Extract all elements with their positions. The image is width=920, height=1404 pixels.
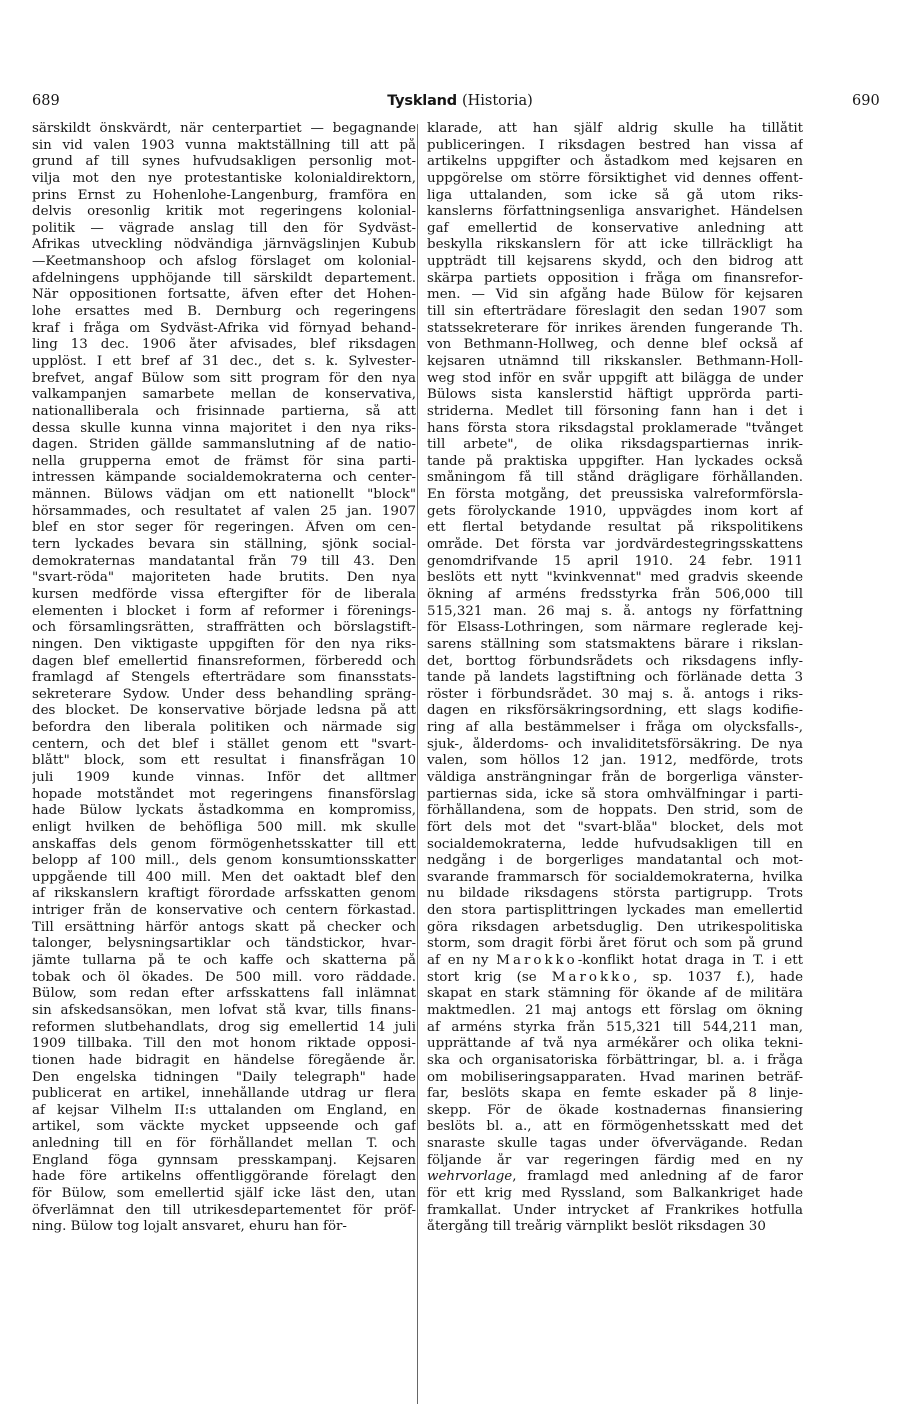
text-line: far, beslöts skapa en femte eskader på 8 linje-	[427, 1086, 803, 1102]
text-line: ett flertal betydande resultat på rikspolitikens	[427, 520, 803, 536]
text-line: det, borttog förbundsrådets och riksdagens infly-	[427, 653, 803, 669]
running-head-topic: Tyskland	[387, 93, 457, 109]
running-head-subtitle: (Historia)	[461, 93, 533, 109]
text-line: öfverlämnat den till utrikesdepartementet för pröf-	[32, 1202, 416, 1218]
text-line: anskaffas dels genom förmögenhetsskatter till ett	[32, 836, 416, 852]
text-line: artikel, som väckte mycket uppseende och gaf	[32, 1119, 416, 1135]
text-line: elementen i blocket i form af reformer i förenings-	[32, 603, 416, 619]
text-line: —Keetmanshoop och afslog förslaget om kolonial-	[32, 254, 416, 270]
text-line: 1909 tillbaka. Till den mot honom riktade opposi-	[32, 1036, 416, 1052]
text-line: ningen. Den viktigaste uppgiften för den nya riks-	[32, 636, 416, 652]
text-line: af en ny Marokko-konflikt hotat draga in T. i ett	[427, 953, 803, 969]
text-line: prins Ernst zu Hohenlohe-Langenburg, framföra en	[32, 187, 416, 203]
text-line: lohe ersattes med B. Dernburg och regeringens	[32, 304, 416, 320]
text-line: sekreterare Sydow. Under dess behandling spräng-	[32, 686, 416, 702]
text-line: hade före artikelns offentliggörande förelagt den	[32, 1169, 416, 1185]
text-line: hörsammades, och resultatet af valen 25 jan. 1907	[32, 503, 416, 519]
emphasized-word: wehrvorlage	[427, 1169, 513, 1185]
text-line: artikelns uppgifter och åstadkom med kejsaren en	[427, 154, 803, 170]
emphasized-word: Marokko	[551, 969, 634, 985]
text-line: männen. Bülows vädjan om ett nationellt "block"	[32, 487, 416, 503]
text-line: kraf i fråga om Sydväst-Afrika vid förnyad behand-	[32, 320, 416, 336]
text-line: upplöst. I ett bref af 31 dec., det s. k. Sylvester-	[32, 353, 416, 369]
text-line: Bülow, som redan efter arfsskattens fall inlämnat	[32, 986, 416, 1002]
text-line: skärpa partiets opposition i fråga om finansrefor-	[427, 270, 803, 286]
running-head	[0, 90, 920, 112]
text-line: anledning till en för förhållandet mellan T. och	[32, 1136, 416, 1152]
text-line: gaf emellertid de konservative anledning att	[427, 220, 803, 236]
text-line: kanslerns författningsenliga ansvarighet. Händelsen	[427, 204, 803, 220]
text-line: kejsaren utnämnd till rikskansler. Bethmann-Holl-	[427, 353, 803, 369]
text-line: 515,321 man. 26 maj s. å. antogs ny författning	[427, 603, 803, 619]
text-line: kursen medförde vissa eftergifter för de liberala	[32, 586, 416, 602]
text-line: storm, som dragit förbi året förut och som på grund	[427, 936, 803, 952]
text-line: hans första stora riksdagstal proklamerade "tvånget	[427, 420, 803, 436]
text-line: striderna. Medlet till försoning fann han i det i	[427, 403, 803, 419]
text-line: svarande frammarsch för socialdemokraterna, hvilka	[427, 869, 803, 885]
text-line: fört dels mot det "svart-blåa" blocket, dels mot	[427, 819, 803, 835]
text-line: tande på landets lagstiftning och förlänade detta 3	[427, 670, 803, 686]
text-line: dessa skulle kunna vinna majoritet i den nya riks-	[32, 420, 416, 436]
text-line: "svart-röda" majoriteten hade brutits. Den nya	[32, 570, 416, 586]
left-text-column	[32, 121, 416, 1236]
text-line: uppträdt till kejsarens skydd, och den bidrog att	[427, 254, 803, 270]
text-line: skapat en stark stämning för ökande af de militära	[427, 986, 803, 1002]
text-line: Till ersättning härför antogs skatt på checker och	[32, 919, 416, 935]
text-line: och församlingsrätten, straffrätten och börslagstift-	[32, 620, 416, 636]
right-text-column	[427, 121, 803, 1236]
text-line: af kejsar Vilhelm II:s uttalanden om England, en	[32, 1102, 416, 1118]
text-line: ökning af arméns fredsstyrka från 506,000 till	[427, 586, 803, 602]
column-divider	[417, 124, 418, 1404]
text-line: socialdemokraterna, ledde hufvudsakligen till en	[427, 836, 803, 852]
text-line: nedgång i de borgerliges mandatantal och mot-	[427, 853, 803, 869]
text-line: von Bethmann-Hollweg, och denne blef också af	[427, 337, 803, 353]
text-line: ling 13 dec. 1906 åter afvisades, blef riksdagen	[32, 337, 416, 353]
text-line: snaraste skulle tagas under öfvervägande. Redan	[427, 1136, 803, 1152]
text-line: Bülows sista kanslerstid häftigt upprörda parti-	[427, 387, 803, 403]
text-line: tionen hade bidragit en händelse föregående år.	[32, 1052, 416, 1068]
text-line: sin vid valen 1903 vunna maktställning till att på	[32, 137, 416, 153]
text-line: politik — vägrade anslag till den för Sydväst-	[32, 220, 416, 236]
text-line: blef en stor seger för regeringen. Äfven om cen-	[32, 520, 416, 536]
text-line: des blocket. De konservative började ledsna på att	[32, 703, 416, 719]
text-line: beslöts bl. a., att en förmögenhetsskatt med det	[427, 1119, 803, 1135]
text-line: stort krig (se Marokko, sp. 1037 f.), hade	[427, 969, 803, 985]
text-line: dagen blef emellertid finansreformen, förberedd och	[32, 653, 416, 669]
text-line: den stora partisplittringen lyckades man emellertid	[427, 903, 803, 919]
text-line: vilja mot den nye protestantiske kolonialdirektorn,	[32, 170, 416, 186]
text-line: En första motgång, det preussiska valreformförsla-	[427, 487, 803, 503]
text-line: ning. Bülow tog lojalt ansvaret, ehuru han för-	[32, 1219, 347, 1235]
text-line: klarade, att han själf aldrig skulle ha tillåtit	[427, 121, 803, 136]
text-line: wehrvorlage, framlagd med anledning af de faror	[427, 1169, 803, 1185]
text-line: valen, som höllos 12 jan. 1912, medförde, trots	[427, 753, 803, 769]
text-line: befordra den liberala politiken och närmade sig	[32, 720, 416, 736]
text-line: område. Det första var jordvärdestegringsskattens	[427, 537, 803, 553]
text-line: återgång till treårig värnplikt beslöt riksdagen 30	[427, 1219, 766, 1235]
text-line: upprättande af två nya armékårer och olika tekni-	[427, 1036, 803, 1052]
text-line: sarens ställning som statsmaktens bärare i rikslan-	[427, 636, 803, 652]
text-line: nu bildade riksdagens största partigrupp. Trots	[427, 886, 803, 902]
text-line: väldiga ansträngningar från de borgerliga vänster-	[427, 769, 803, 785]
text-line: röster i förbundsrådet. 30 maj s. å. antogs i riks-	[427, 686, 803, 702]
text-line: ring af alla bestämmelser i fråga om olycksfalls-,	[427, 720, 803, 736]
text-line: dagen en riksförsäkringsordning, ett slags kodifie-	[427, 703, 803, 719]
text-line: göra riksdagen arbetsduglig. Den utrikespolitiska	[427, 919, 803, 935]
text-line: jämte tullarna på te och kaffe och skatterna på	[32, 953, 416, 969]
text-line: Afrikas utveckling nödvändiga järnvägslinjen Kubub	[32, 237, 416, 253]
text-line: för ett krig med Ryssland, som Balkankriget hade	[427, 1186, 803, 1201]
text-line: nella grupperna emot de främst för sina parti-	[32, 453, 416, 469]
text-line: beslöts ett nytt "kvinkvennat" med gradvis skeende	[427, 570, 803, 586]
text-line: af rikskanslern kraftigt förordade arfsskatten genom	[32, 886, 416, 902]
text-line: småningom få till stånd drägligare förhållanden.	[427, 470, 803, 486]
text-line: grund af till synes hufvudsakligen personlig mot-	[32, 154, 416, 170]
text-line: reformen slutbehandlats, drog sig emellertid 14 juli	[32, 1019, 416, 1035]
text-line: publicerat en artikel, innehållande utdrag ur flera	[32, 1086, 416, 1102]
text-line: weg stod inför en svår uppgift att bilägga de under	[427, 370, 803, 386]
text-line: tern lyckades bevara sin ställning, sjönk social-	[32, 537, 416, 553]
text-line: till arbete", de olika riksdagspartiernas inrik-	[427, 437, 803, 453]
text-line: för Elsass-Lothringen, som närmare reglerade kej-	[427, 620, 803, 636]
text-line: delvis oresonlig kritik mot regeringens kolonial-	[32, 204, 416, 220]
text-line: särskildt önskvärdt, när centerpartiet — begagnande	[32, 121, 416, 136]
text-line: publiceringen. I riksdagen bestred han vissa af	[427, 137, 803, 153]
text-line: om mobiliseringsapparaten. Hvad marinen beträf-	[427, 1069, 803, 1085]
text-line: belopp af 100 mill., dels genom konsumtionsskatter	[32, 853, 416, 869]
text-line: hopade motståndet mot regeringens finansförslag	[32, 786, 416, 802]
text-line: framkallat. Under intrycket af Frankrikes hotfulla	[427, 1202, 803, 1218]
text-line: genomdrifvande 15 april 1910. 24 febr. 1911	[427, 553, 803, 569]
text-line: talonger, belysningsartiklar och tändstickor, hvar-	[32, 936, 416, 952]
text-line: uppgörelse om större försiktighet vid dennes offent-	[427, 170, 803, 186]
text-line: uppgående till 400 mill. Men det oaktadt blef den	[32, 869, 416, 885]
text-line: sin afskedsansökan, men lofvat stå kvar, tills finans-	[32, 1002, 416, 1018]
text-line: hade Bülow lyckats åstadkomma en kompromiss,	[32, 803, 416, 819]
text-line: men. — Vid sin afgång hade Bülow för kejsaren	[427, 287, 803, 303]
text-line: demokraternas mandatantal från 79 till 43. Den	[32, 553, 416, 569]
text-line: intriger från de konservative och centern förkastad.	[32, 903, 416, 919]
text-line: förhållandena, som de hoppats. Den strid, som de	[427, 803, 803, 819]
page-number-left: 689	[32, 93, 60, 109]
text-line: ska och organisatoriska förbättringar, bl. a. i fråga	[427, 1052, 803, 1068]
text-line: Den engelska tidningen "Daily telegraph" hade	[32, 1069, 416, 1085]
text-line: skepp. För de ökade kostnadernas finansiering	[427, 1102, 803, 1118]
emphasized-word: Marokko	[496, 953, 578, 969]
text-line: intressen kämpande socialdemokraterna och center-	[32, 470, 416, 486]
text-line: dagen. Striden gällde sammanslutning af de natio-	[32, 437, 416, 453]
text-line: till sin efterträdare föreslagit den sedan 1907 som	[427, 304, 803, 320]
text-line: tande på praktiska uppgifter. Han lyckades också	[427, 453, 803, 469]
text-line: valkampanjen samarbete mellan de konservativa,	[32, 387, 416, 403]
text-line: följande år var regeringen färdig med en ny	[427, 1152, 803, 1168]
text-line: England föga gynnsam presskampanj. Kejsaren	[32, 1152, 416, 1168]
text-line: af arméns styrka från 515,321 till 544,211 man,	[427, 1019, 803, 1035]
text-line: maktmedlen. 21 maj antogs ett förslag om ökning	[427, 1002, 803, 1018]
text-line: gets förolyckande 1910, uppvägdes inom kort af	[427, 503, 803, 519]
text-line: enligt hvilken de behöfliga 500 mill. mk skulle	[32, 819, 416, 835]
text-line: liga uttalanden, som icke så gå utom riks-	[427, 187, 803, 203]
text-line: När oppositionen fortsatte, äfven efter det Hohen-	[32, 287, 416, 303]
text-line: centern, och det blef i stället genom ett "svart-	[32, 736, 416, 752]
text-line: statssekreterare för inrikes ärenden fungerande Th.	[427, 320, 803, 336]
page-number-right: 690	[852, 93, 880, 109]
text-line: juli 1909 kunde vinnas. Inför det alltmer	[32, 769, 416, 785]
text-line: framlagd af Stengels efterträdare som finansstats-	[32, 670, 416, 686]
text-line: sjuk-, ålderdoms- och invaliditetsförsäkring. De nya	[427, 736, 803, 752]
text-line: afdelningens upphöjande till särskildt departement.	[32, 270, 416, 286]
text-line: brefvet, angaf Bülow som sitt program för den nya	[32, 370, 416, 386]
text-line: tobak och öl ökades. De 500 mill. voro räddade.	[32, 969, 416, 985]
text-line: blått" block, som ett resultat i finansfrågan 10	[32, 753, 416, 769]
text-line: för Bülow, som emellertid själf icke läst den, utan	[32, 1186, 416, 1201]
text-line: nationalliberala och frisinnade partierna, så att	[32, 403, 416, 419]
text-line: partiernas sida, icke så stora omhvälfningar i parti-	[427, 786, 803, 802]
text-line: beskylla rikskanslern för att icke tillräckligt ha	[427, 237, 803, 253]
